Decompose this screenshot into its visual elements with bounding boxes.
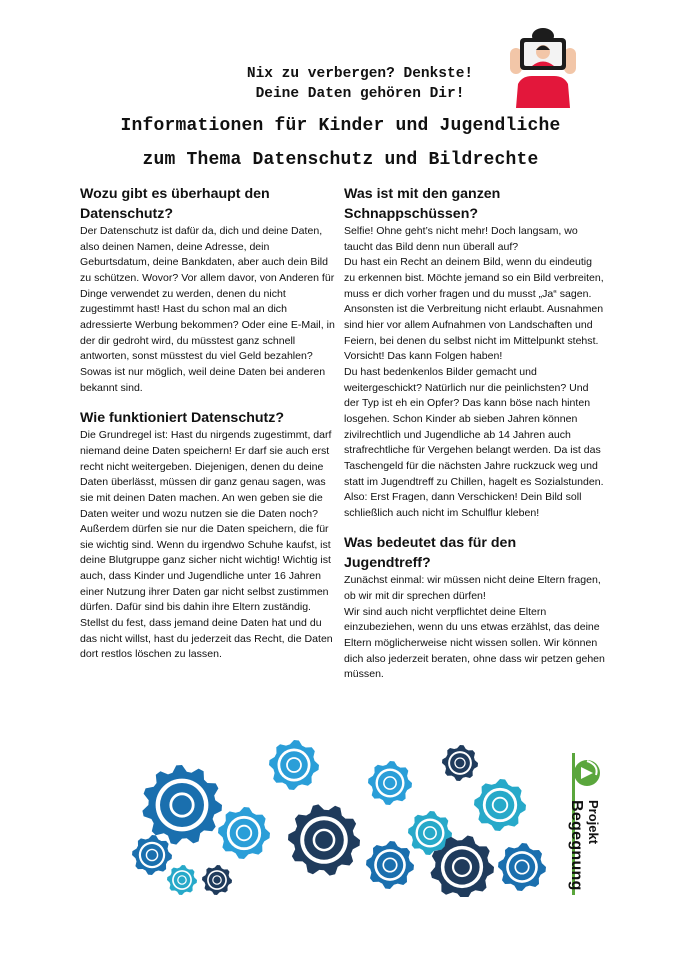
radar-icon <box>474 779 526 831</box>
atom-icon <box>368 761 412 805</box>
monitor-icon <box>132 835 172 875</box>
page-title-line-2: zum Thema Datenschutz und Bildrechte <box>142 150 539 170</box>
section-heading-wie-funktioniert: Wie funktioniert Datenschutz? <box>80 410 285 427</box>
terminal-icon <box>442 745 478 781</box>
section-paragraph: Vorsicht! Das kann Folgen haben! <box>344 350 503 363</box>
section-heading-schnappschuesse: Was ist mit den ganzen Schnappschüssen? <box>344 186 501 222</box>
section-paragraph: Der Datenschutz ist dafür da, dich und deine Daten, also deinen Namen, deine Adresse, dein Geburtsdatum, deine Bankdaten, aber auch dein Bild zu schützen. Wovor? Vor allem davor, von Anderen für Dinge verwendet zu werden, denen du nicht zugestimmt hast! Hast du schon mal an dich adressierte Werbung bekommen? Oder eine E-Mail, in der dir gedroht wird, du müsstest ganz schnell antworten, sonst müsstest du viel Geld bezahlen? Sowas ist nur möglich, weil deine Daten bei anderen bekannt sind. <box>80 225 335 394</box>
tagline-line-2: Deine Daten gehören Dir! <box>255 86 465 102</box>
molecule-icon <box>269 740 319 790</box>
right-column <box>344 184 606 683</box>
gears-illustration <box>122 735 562 897</box>
satellite-dish-icon <box>142 765 222 845</box>
logo-line-begegnung: Begegnung <box>568 800 585 891</box>
section-paragraph: Die Grundregel ist: Hast du nirgends zugestimmt, darf niemand deine Daten speichern! Er darf sie auch erst recht nicht weitergeben. Diejenigen, denen du deine Daten überlässt, müssen dir ganz genau sagen, was sie mit deinen Daten machen. An wen geben sie die Daten weiter und wozu nutzen sie die Daten noch? Außerdem dürfen sie nur die Daten speichern, die für sie wichtig sind. Wenn du irgendwo Schuhe kaufst, ist deine Blutgruppe ganz sicher nicht wichtig! Wichtig ist auch, dass Kinder und Jugendliche unter 16 Jahren einer Nutzung ihrer Daten gar nicht selbst zustimmen dürfen. Dafür sind bis dahin ihre Eltern zuständig. <box>80 429 332 614</box>
memory-card-icon <box>167 865 197 895</box>
section-heading-jugendtreff: Was bedeutet das für den Jugendtreff? <box>344 535 517 572</box>
section-paragraph: Du hast ein Recht an deinem Bild, wenn du eindeutig zu erkennen bist. Möchte jemand so ein Bild verbreiten, muss er dich vorher fragen und du musst „Ja“ sagen. Ansonsten ist die Verbreitung nicht erlaubt. Ausnahmen sind hier vor allem Aufnahmen von Landschaften und Feiern, bei denen du selbst nicht im Mittelpunkt stehst. <box>344 256 604 347</box>
section-paragraph: Wir sind auch nicht verpflichtet deine Eltern einzubeziehen, wenn du uns etwas erzählst, das deine Eltern möglicherweise nicht wissen sollen. Wir können dich also jederzeit beraten, ohne dass wir petzen gehen müssen. <box>344 605 605 681</box>
camera-lens-icon <box>498 843 546 891</box>
left-column <box>80 184 336 663</box>
laptop-icon <box>366 841 414 889</box>
spacer <box>344 521 606 533</box>
battery-icon <box>218 807 270 859</box>
settings-gear-icon <box>202 865 232 895</box>
hard-drive-icon <box>288 804 360 875</box>
section-paragraph: Zunächst einmal: wir müssen nicht deine Eltern fragen, ob wir mit dir sprechen dürfen! <box>344 574 601 603</box>
page-title-line-1: Informationen für Kinder und Jugendliche <box>120 116 561 136</box>
spacer <box>80 396 336 408</box>
section-heading-datenschutz-wozu: Wozu gibt es überhaupt den Datenschutz? <box>80 186 270 222</box>
tagline-line-1: Nix zu verbergen? Denkste! <box>246 66 474 82</box>
section-paragraph: Stellst du fest, dass jemand deine Daten hat und du das nicht willst, hast du jederzeit das Recht, die Daten dort restlos löschen zu lassen. <box>80 617 333 661</box>
logo-line-projekt: Projekt <box>586 800 601 845</box>
section-paragraph: Du hast bedenkenlos Bilder gemacht und weitergeschickt? Natürlich nur die peinlichsten? Und der Typ ist eh ein Opfer? Das kann böse nach hinten losgehen. Schon Kinder ab sieben Jahren können zivilrechtlich und Jugendliche ab 14 Jahren auch strafrechtliche für Vergehen belangt werden. Da ist das Taschengeld für die nächsten Jahre ruckzuck weg und statt im Jugendtreff zu Chillen, hagelt es Sozialstunden. Also: Erst Fragen, dann Verschicken! Dein Bild soll schließlich auch nicht im Schulflur kleben! <box>344 365 604 519</box>
tagline <box>0 64 681 104</box>
section-paragraph: Selfie! Ohne geht’s nicht mehr! Doch langsam, wo taucht das Bild denn nun überall auf? <box>344 225 578 253</box>
logo-text <box>568 800 605 895</box>
